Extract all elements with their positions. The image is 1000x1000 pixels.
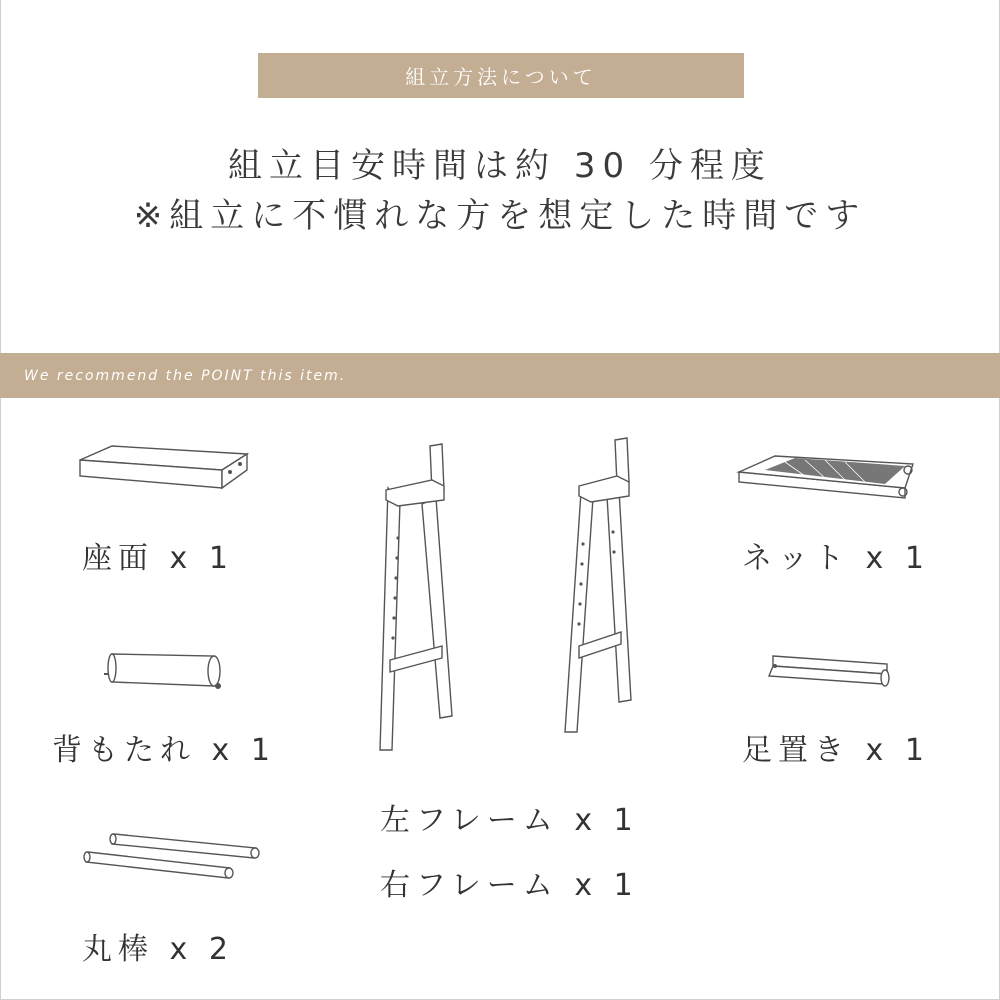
right-frame-illustration (555, 432, 655, 738)
recommend-banner-text: We recommend the POINT this item. (24, 367, 347, 384)
round-bars-illustration (80, 828, 265, 886)
part-label-net: ネット x 1 (742, 541, 930, 576)
net-illustration (735, 448, 920, 503)
section-title-text: 組立方法について (405, 65, 597, 89)
part-label-backrest: 背もたれ x 1 (52, 733, 276, 768)
footrest-illustration (765, 652, 893, 692)
part-label-right-frame: 右フレーム x 1 (380, 868, 639, 903)
part-label-footrest: 足置き x 1 (742, 733, 930, 768)
part-label-left-frame: 左フレーム x 1 (380, 803, 639, 838)
part-label-round-bar: 丸棒 x 2 (82, 932, 234, 967)
left-frame-illustration (360, 438, 470, 754)
recommend-banner (0, 353, 1000, 398)
section-title (258, 53, 744, 98)
assembly-time-text: 組立目安時間は約 30 分程度 (228, 146, 772, 186)
seat-illustration (72, 440, 257, 495)
backrest-illustration (102, 648, 227, 693)
part-label-seat: 座面 x 1 (82, 541, 234, 576)
assembly-time-note: ※組立に不慣れな方を想定した時間です (133, 196, 867, 236)
